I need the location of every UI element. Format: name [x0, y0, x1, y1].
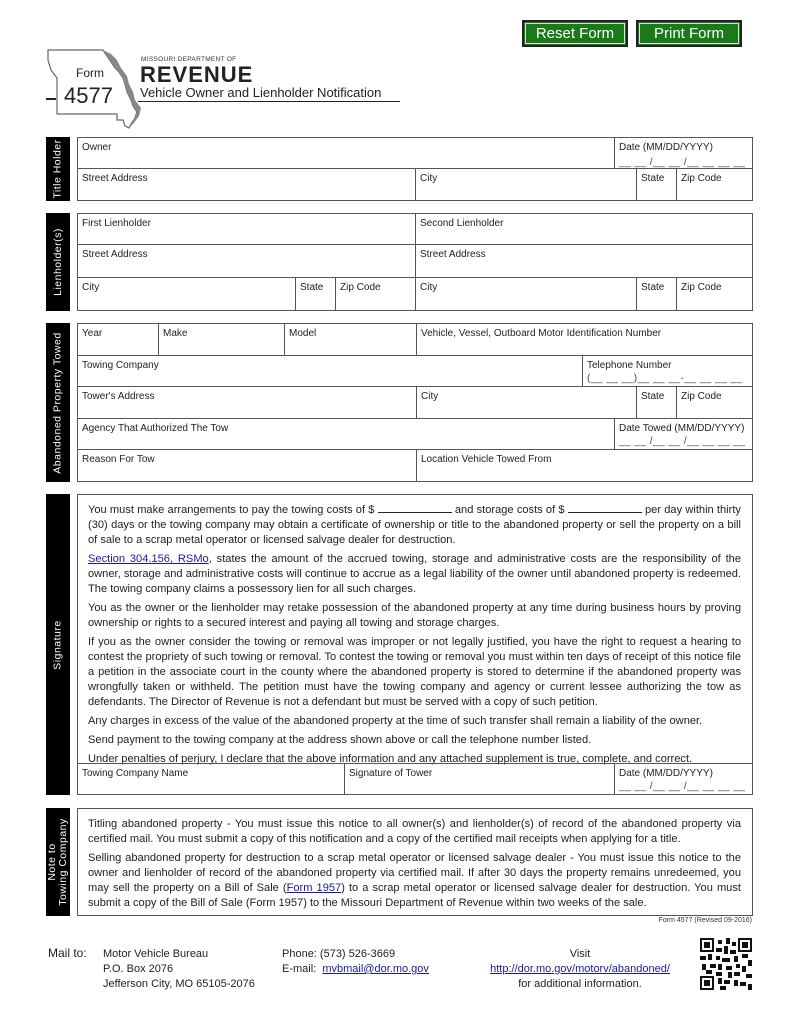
location-towed-from-field[interactable]: Location Vehicle Towed From: [421, 454, 552, 465]
towers-address-field[interactable]: Tower's Address: [78, 387, 417, 419]
signature-of-tower-field[interactable]: Signature of Tower: [345, 764, 615, 795]
first-lienholder-street-field[interactable]: Street Address: [78, 245, 416, 278]
form-revision: Form 4577 (Revised 09-2016): [658, 917, 752, 924]
paragraph-section-304: Section 304.156, RSMo, states the amount of the accrued towing, storage and administrative costs are the responsibility of the owner, storage and administrative costs will continue to accrue as a legal liability of the owner until abandoned property is redeemed. The towing company claims a possessory lien for all such charges.: [88, 553, 741, 595]
city-field[interactable]: City: [416, 169, 637, 200]
date-towed-field[interactable]: Date Towed (MM/DD/YYYY) __ __ /__ __ /__ __ __ __: [615, 419, 752, 450]
dept-small-label: MISSOURI DEPARTMENT OF: [141, 56, 237, 63]
telephone-field[interactable]: Telephone Number (__ __ __)__ __ __-__ __ __ __: [583, 356, 752, 387]
paragraph-retake-possession: You as the owner or the lienholder may retake possession of the abandoned property at any time during business hours by proving ownership or rights to a secured interest and paying all towing and storage charges.: [88, 602, 741, 629]
page-title: Vehicle Owner and Lienholder Notification: [140, 85, 382, 100]
tower-zip-field[interactable]: Zip Code: [677, 387, 752, 419]
form-dash: [46, 98, 56, 100]
lienholders-section: [77, 213, 753, 311]
zip-field[interactable]: Zip Code: [681, 173, 722, 184]
reset-form-button[interactable]: Reset Form: [522, 20, 628, 47]
contact-info: Phone: (573) 526-3669 E-mail: mvbmail@dor.mo.gov: [282, 948, 429, 975]
visit-info: Visit http://dor.mo.gov/motorv/abandoned/ for additional information.: [490, 948, 670, 990]
abandoned-property-section: [77, 323, 753, 482]
signature-section: [77, 494, 753, 795]
signature-row: [78, 763, 752, 794]
first-lienholder-zip-field[interactable]: Zip Code: [336, 278, 416, 310]
vin-field[interactable]: Vehicle, Vessel, Outboard Motor Identification Number: [417, 324, 752, 356]
tower-state-field[interactable]: State: [637, 387, 677, 419]
owner-field[interactable]: Owner: [78, 138, 615, 169]
paragraph-towing-costs: You must make arrangements to pay the towing costs of $ and storage costs of $ per day within thirty (30) days or the towing company may obtain a certificate of ownership or title to the abandoned property or sell the property on a bill of sale to a scrap metal operator or licensed salvage dealer for destruction.: [88, 504, 741, 546]
revenue-logo: REVENUE: [140, 62, 254, 87]
tower-city-field[interactable]: City: [417, 387, 637, 419]
second-lienholder-street-field[interactable]: Street Address: [416, 245, 752, 278]
paragraph-hearing: If you as the owner consider the towing or removal was improper or not legally justified, you have the right to request a hearing to contest the propriety of such towing or removal. To contest the towing or removal you must within ten days of receipt of this notice file a petition in the associate court in the county where the abandoned property is stored to determine if the abandoned property was wrongfully taken or withheld. The petition must have the towing company and agency or current lessee authorizing the tow as defendants. The Director of Revenue is not a defendant but must be served with a copy of such petition.: [88, 636, 741, 708]
authorizing-agency-field[interactable]: Agency That Authorized The Tow: [78, 419, 615, 450]
mailing-address: Motor Vehicle Bureau P.O. Box 2076 Jefferson City, MO 65105-2076: [103, 948, 255, 990]
form-1957-link[interactable]: Form 1957: [286, 882, 342, 894]
make-field[interactable]: Make: [159, 324, 285, 356]
towing-company-name-field[interactable]: Towing Company Name: [78, 764, 345, 795]
first-lienholder-state-field[interactable]: State: [296, 278, 336, 310]
signature-date-field[interactable]: Date (MM/DD/YYYY) __ __ /__ __ /__ __ __ __: [619, 768, 746, 792]
paragraph-send-payment: Send payment to the towing company at the address shown above or call the telephone number listed.: [88, 734, 592, 746]
first-lienholder-city-field[interactable]: City: [78, 278, 296, 310]
qr-code-icon: [700, 938, 752, 990]
second-lienholder-city-field[interactable]: City: [416, 278, 637, 310]
second-lienholder-state-field[interactable]: State: [637, 278, 677, 310]
note-text: [88, 817, 741, 915]
form-word-label: Form: [76, 66, 104, 80]
side-label-title-holder: Title Holder: [46, 137, 70, 201]
model-field[interactable]: Model: [285, 324, 417, 356]
title-rule: [138, 101, 400, 102]
note-section: [77, 808, 753, 916]
reason-for-tow-field[interactable]: Reason For Tow: [78, 450, 417, 481]
form-number: 4577: [64, 83, 113, 108]
year-field[interactable]: Year: [78, 324, 159, 356]
paragraph-perjury: Under penalties of perjury, I declare that the above information and any attached supplement is true, complete, and correct.: [88, 753, 693, 765]
storage-cost-input[interactable]: [568, 503, 642, 513]
towing-cost-input[interactable]: [378, 503, 452, 513]
title-holder-section: [77, 137, 753, 201]
email-link[interactable]: mvbmail@dor.mo.gov: [322, 963, 429, 975]
towing-company-field[interactable]: Towing Company: [78, 356, 583, 387]
side-label-lienholders: Lienholder(s): [46, 213, 70, 311]
state-field[interactable]: State: [637, 169, 677, 200]
second-lienholder-zip-field[interactable]: Zip Code: [681, 282, 722, 293]
section-304-156-link[interactable]: Section 304.156, RSMo: [88, 553, 209, 565]
street-address-field[interactable]: Street Address: [78, 169, 416, 200]
side-label-abandoned-property: Abandoned Property Towed: [46, 323, 70, 482]
mail-to-label: Mail to:: [48, 946, 87, 960]
paragraph-selling: Selling abandoned property for destruction to a scrap metal operator or licensed salvage dealer - You must issue this notice to the owner and lienholder of record of the abandoned property via certified mail. If after 30 days the property remains unredeemed, you may sell the property on a Bill of Sale (Form 1957) to a scrap metal operator or licensed salvage dealer for destruction. You must submit a copy of the Bill of Sale (Form 1957) to the Missouri Department of Revenue within two weeks of the sale.: [88, 852, 741, 909]
side-label-note-to-towing-company: Note to Towing Company: [46, 808, 70, 916]
paragraph-excess-charges: Any charges in excess of the value of the abandoned property at the time of such transfer shall remain a liability of the owner.: [88, 715, 703, 727]
first-lienholder-field[interactable]: First Lienholder: [78, 214, 416, 245]
abandoned-info-link[interactable]: http://dor.mo.gov/motorv/abandoned/: [490, 963, 670, 975]
date-field[interactable]: Date (MM/DD/YYYY) __ __ /__ __ /__ __ __ __: [615, 138, 752, 169]
side-label-signature: Signature: [46, 494, 70, 795]
paragraph-titling: Titling abandoned property - You must issue this notice to all owner(s) and lienholder(s) of record of the abandoned property via certified mail. You must submit a copy of this notification and a copy of the certified mail receipts when applying for a title.: [88, 818, 741, 845]
second-lienholder-field[interactable]: Second Lienholder: [416, 214, 752, 245]
print-form-button[interactable]: Print Form: [636, 20, 742, 47]
signature-notice-text: [88, 503, 741, 771]
